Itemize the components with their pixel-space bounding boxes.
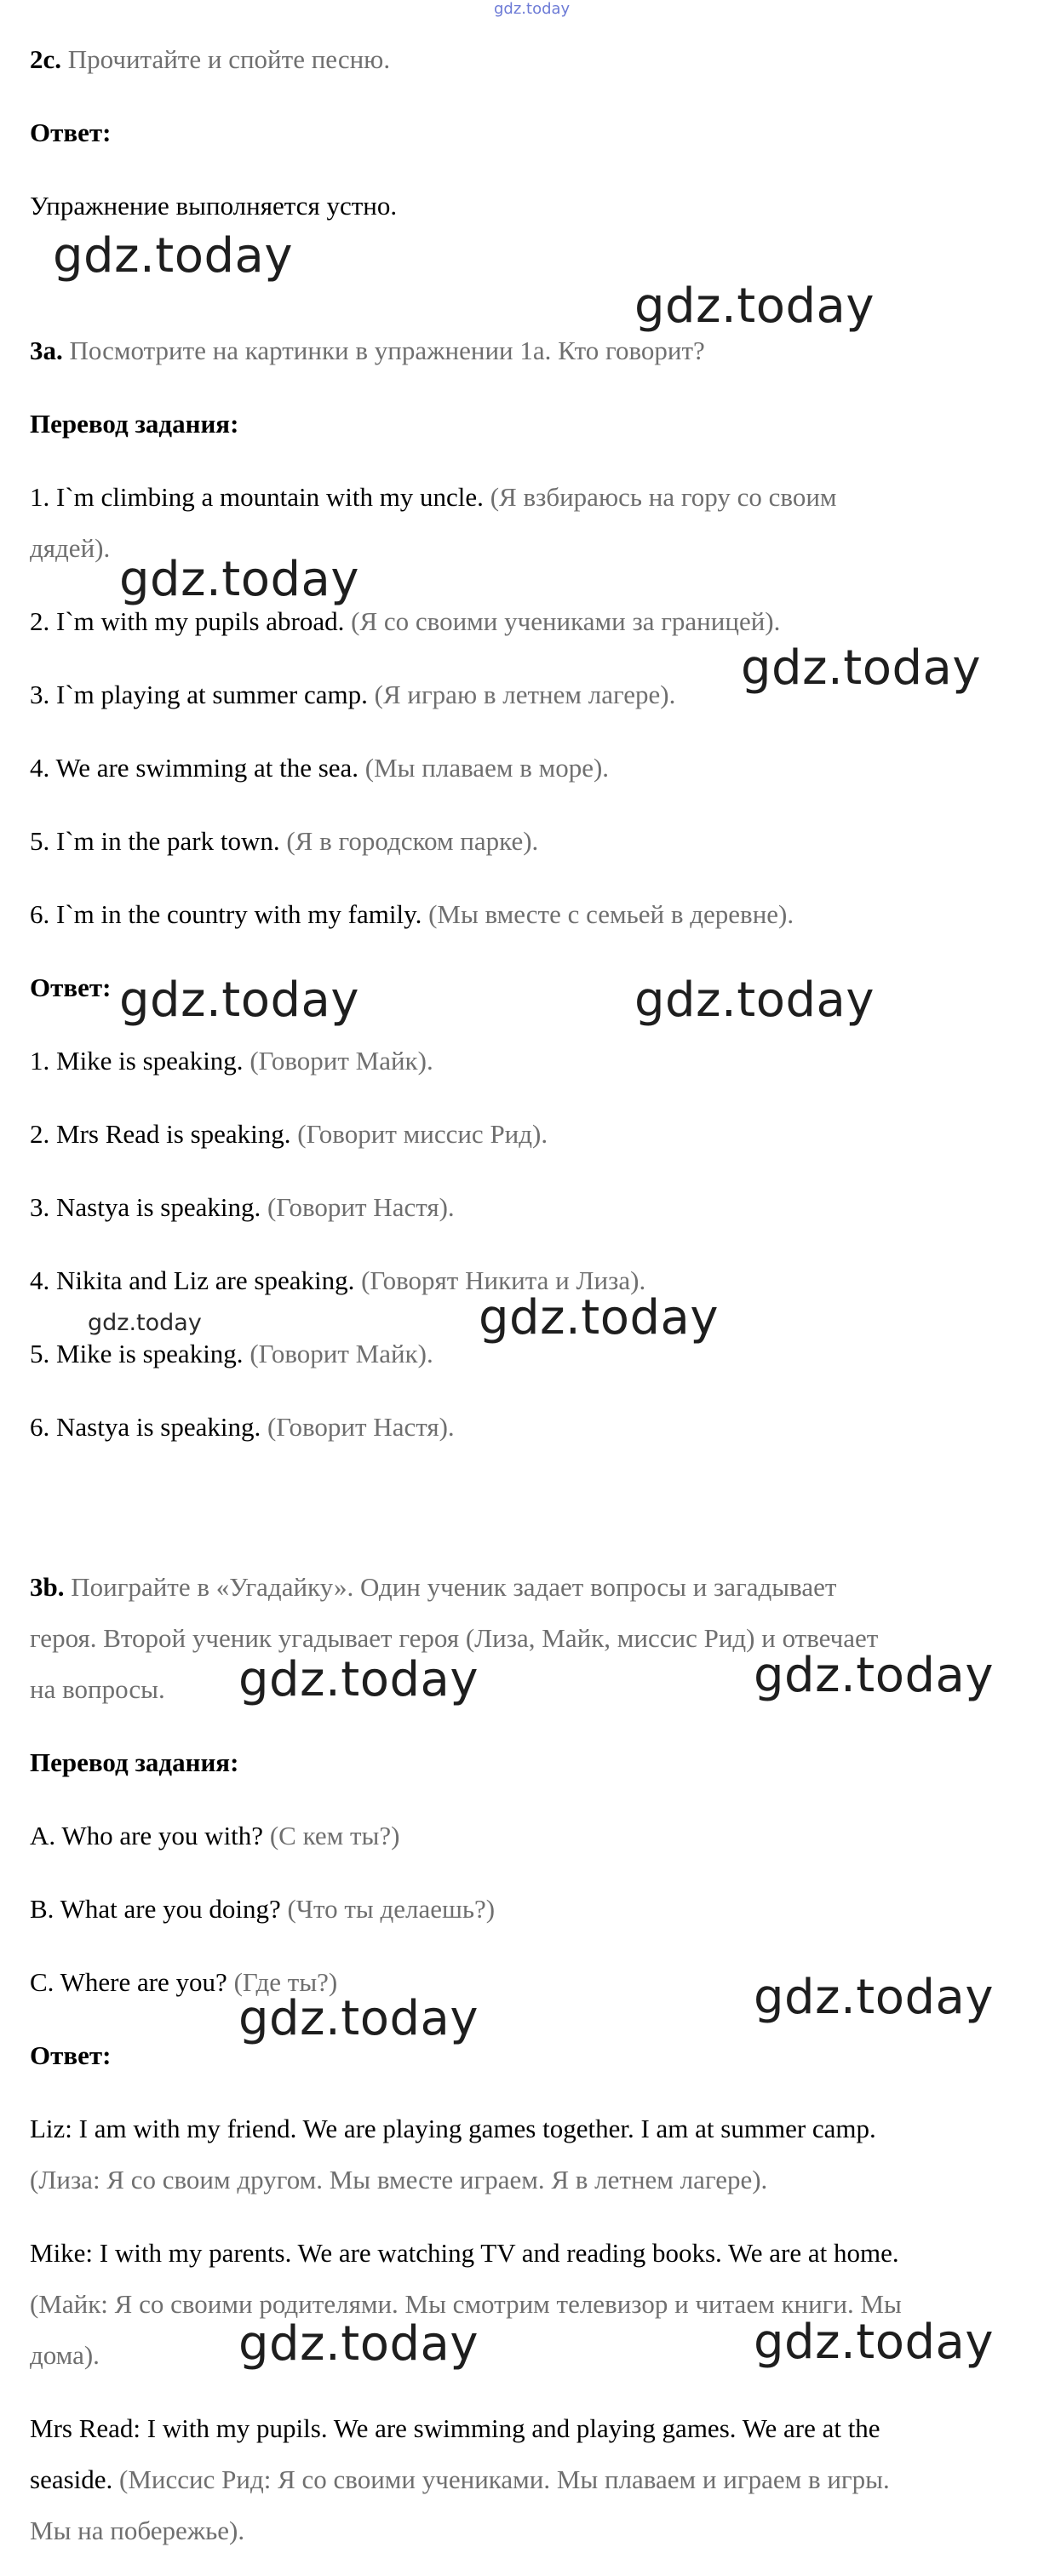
watermark: gdz.today: [53, 228, 294, 284]
english-text: 5. Mike is speaking.: [30, 1339, 244, 1368]
english-text: B. What are you doing?: [30, 1894, 281, 1924]
watermark: gdz.today: [754, 2315, 995, 2370]
list-item: [30, 482, 1035, 513]
list-item: [30, 899, 1035, 930]
english-text: 4. Nikita and Liz are speaking.: [30, 1265, 355, 1295]
exercise-3b-task: [30, 1572, 1035, 1603]
english-text: C. Where are you?: [30, 1967, 227, 1997]
answer-liz-translation: (Лиза: Я со своим другом. Мы вместе играем. Я в летнем лагере).: [30, 2165, 768, 2194]
task-text: Поиграйте в «Угадайку». Один ученик задает вопросы и загадывает: [71, 1572, 837, 1602]
answer-heading: Ответ:: [30, 118, 112, 147]
russian-text: (Говорит Настя).: [267, 1412, 455, 1442]
watermark: gdz.today: [634, 972, 875, 1028]
task-text-continuation: на вопросы.: [30, 1674, 165, 1704]
list-item: [30, 1192, 1035, 1223]
russian-text: (Говорит Майк).: [249, 1046, 433, 1076]
answer-mrs-read: Mrs Read: I with my pupils. We are swimming and playing games. We are at the: [30, 2413, 880, 2443]
watermark: gdz.today: [238, 2316, 479, 2372]
watermark: gdz.today: [479, 1290, 720, 1345]
russian-text: (Говорит Настя).: [267, 1192, 455, 1222]
answer-heading: Ответ:: [30, 2040, 112, 2070]
answer-heading: Ответ:: [30, 972, 112, 1002]
english-text: 5. I`m in the park town.: [30, 826, 280, 856]
english-text: 1. Mike is speaking.: [30, 1046, 244, 1076]
russian-text: (Говорит Майк).: [249, 1339, 433, 1368]
list-item-continuation: дядей).: [30, 533, 111, 563]
answer-mrs-read-translation-end: Мы на побережье).: [30, 2516, 245, 2545]
english-text: seaside.: [30, 2464, 113, 2494]
watermark: gdz.today: [119, 972, 360, 1028]
answer-text: Упражнение выполняется устно.: [30, 191, 398, 221]
russian-text: (Мы вместе с семьей в деревне).: [428, 899, 794, 929]
english-text: 3. I`m playing at summer camp.: [30, 680, 368, 709]
russian-text: (Мы плаваем в море).: [364, 753, 610, 783]
exercise-3a-task: [30, 336, 1035, 366]
russian-text: (Я со своими учениками за границей).: [351, 606, 781, 636]
list-item: [30, 606, 1035, 637]
task-text: Посмотрите на картинки в упражнении 1а. Кто говорит?: [69, 336, 705, 365]
answer-liz: Liz: I am with my friend. We are playing games together. I am at summer camp.: [30, 2114, 876, 2143]
russian-text: (Что ты делаешь?): [287, 1894, 496, 1924]
exercise-2c-task: [30, 44, 1035, 75]
task-text-continuation: героя. Второй ученик угадывает героя (Лиза, Майк, миссис Рид) и отвечает: [30, 1623, 879, 1653]
list-item: [30, 1821, 1035, 1851]
watermark: gdz.today: [754, 1970, 995, 2025]
watermark: gdz.today: [238, 1652, 479, 1707]
answer-mike-translation: (Майк: Я со своими родителями. Мы смотрим телевизор и читаем книги. Мы: [30, 2289, 902, 2319]
watermark: gdz.today: [119, 552, 360, 607]
russian-text: (Миссис Рид: Я со своими учениками. Мы плаваем и играем в игры.: [119, 2464, 890, 2494]
english-text: 2. I`m with my pupils abroad.: [30, 606, 345, 636]
english-text: 1. I`m climbing a mountain with my uncle.: [30, 482, 484, 512]
list-item: [30, 826, 1035, 857]
exercise-number: 3b.: [30, 1572, 65, 1602]
task-text: Прочитайте и спойте песню.: [67, 44, 391, 74]
watermark-small: gdz.today: [88, 1310, 202, 1336]
list-item: [30, 1894, 1035, 1925]
list-item: [30, 1119, 1035, 1150]
watermark: gdz.today: [634, 278, 875, 334]
watermark: gdz.today: [238, 1991, 479, 2046]
translation-heading: Перевод задания:: [30, 409, 239, 439]
english-text: 6. Nastya is speaking.: [30, 1412, 261, 1442]
watermark: gdz.today: [741, 640, 982, 696]
english-text: A. Who are you with?: [30, 1821, 264, 1850]
russian-text: (С кем ты?): [269, 1821, 400, 1850]
russian-text: (Я в городском парке).: [286, 826, 539, 856]
english-text: 4. We are swimming at the sea.: [30, 753, 359, 783]
russian-text: (Я взбираюсь на гору со своим: [490, 482, 837, 512]
exercise-number: 3a.: [30, 336, 63, 365]
english-text: 3. Nastya is speaking.: [30, 1192, 261, 1222]
russian-text: (Говорят Никита и Лиза).: [361, 1265, 646, 1295]
exercise-number: 2c.: [30, 44, 62, 74]
answer-mike: Mike: I with my parents. We are watching TV and reading books. We are at home.: [30, 2238, 899, 2268]
answer-mike-translation-end: дома).: [30, 2340, 100, 2370]
list-item: [30, 1046, 1035, 1076]
english-text: 6. I`m in the country with my family.: [30, 899, 422, 929]
russian-text: (Говорит миссис Рид).: [297, 1119, 548, 1149]
english-text: 2. Mrs Read is speaking.: [30, 1119, 291, 1149]
russian-text: (Где ты?): [233, 1967, 338, 1997]
translation-heading: Перевод задания:: [30, 1747, 239, 1777]
answer-mrs-read-cont: [30, 2464, 1035, 2495]
watermark-top: gdz.today: [494, 0, 571, 18]
russian-text: (Я играю в летнем лагере).: [374, 680, 676, 709]
list-item: [30, 1412, 1035, 1443]
watermark: gdz.today: [754, 1648, 995, 1703]
list-item: [30, 753, 1035, 783]
